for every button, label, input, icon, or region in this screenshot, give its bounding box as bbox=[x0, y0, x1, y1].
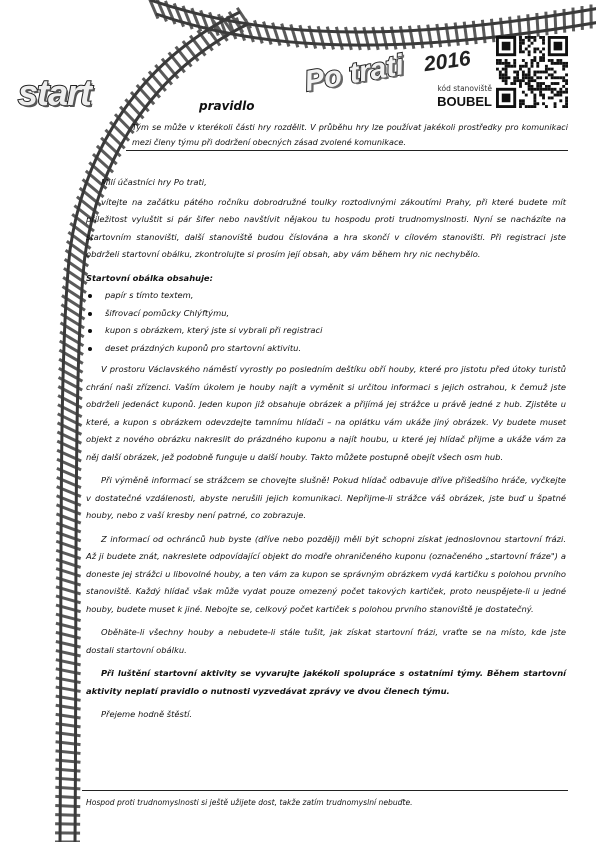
qr-module bbox=[522, 71, 525, 74]
qr-module bbox=[554, 105, 557, 108]
qr-module bbox=[502, 62, 505, 65]
qr-module bbox=[528, 50, 531, 53]
qr-module bbox=[562, 76, 565, 79]
qr-module bbox=[519, 65, 522, 68]
qr-module bbox=[542, 39, 545, 42]
qr-module bbox=[562, 62, 565, 65]
qr-module bbox=[551, 88, 554, 91]
qr-module bbox=[565, 105, 568, 108]
qr-module bbox=[513, 79, 516, 82]
qr-module bbox=[539, 94, 542, 97]
qr-module bbox=[539, 36, 542, 39]
qr-module bbox=[536, 62, 539, 65]
qr-module bbox=[551, 68, 554, 71]
qr-module bbox=[554, 102, 557, 105]
qr-module bbox=[533, 59, 536, 62]
qr-module bbox=[531, 79, 534, 82]
qr-module bbox=[505, 82, 508, 85]
qr-module bbox=[516, 76, 519, 79]
qr-module bbox=[516, 79, 519, 82]
qr-module bbox=[551, 82, 554, 85]
qr-module bbox=[562, 105, 565, 108]
qr-module bbox=[539, 59, 542, 62]
qr-module bbox=[565, 102, 568, 105]
qr-module bbox=[525, 105, 528, 108]
qr-module bbox=[542, 53, 545, 56]
qr-module bbox=[516, 71, 519, 74]
qr-module bbox=[565, 96, 568, 99]
qr-module bbox=[499, 73, 502, 76]
qr-module bbox=[505, 73, 508, 76]
paragraph-mushrooms: V prostoru Václavského náměstí vyrostly po posledním deštíku obří houby, které pro jistotu před útoky turistů chrání naši zřízenci. Vaším úkolem je houby najít a vyměnit si určitou informaci s jejich ostrahou, k čemuž jste obdrželi jedenáct kuponů. Jeden kupon již obsahuje obrázek a přijímá jej strážce u právě jedné z hub. Zjistěte u které, a kupon s obrázkem odevzdejte tamnímu hlídači – na oplátku vám ukáže jiný obrázek. Vy budete muset objekt z nového obrázku nakreslit do prázdného kuponu a najít houbu, u které jej hlídač přijme a ukáže vám za něj další obrázek, jež podobně funguje u další houby. Takto můžete postupně obejít všech osm hub. bbox=[86, 364, 566, 462]
qr-module bbox=[519, 79, 522, 82]
qr-module bbox=[536, 82, 539, 85]
qr-module bbox=[539, 76, 542, 79]
qr-module bbox=[519, 99, 522, 102]
qr-module bbox=[542, 71, 545, 74]
qr-module bbox=[533, 50, 536, 53]
qr-module bbox=[548, 96, 551, 99]
qr-module bbox=[565, 88, 568, 91]
qr-module bbox=[551, 76, 554, 79]
qr-module bbox=[551, 62, 554, 65]
qr-module bbox=[528, 85, 531, 88]
qr-module bbox=[539, 56, 542, 59]
qr-module bbox=[519, 36, 522, 39]
qr-module bbox=[505, 76, 508, 79]
qr-module bbox=[516, 73, 519, 76]
qr-module bbox=[542, 42, 545, 45]
qr-module bbox=[542, 59, 545, 62]
qr-module bbox=[522, 50, 525, 53]
qr-module bbox=[551, 96, 554, 99]
qr-module bbox=[502, 73, 505, 76]
qr-module bbox=[519, 39, 522, 42]
qr-module bbox=[528, 45, 531, 48]
qr-module bbox=[554, 71, 557, 74]
qr-module bbox=[554, 82, 557, 85]
qr-module bbox=[525, 82, 528, 85]
qr-module bbox=[548, 85, 551, 88]
qr-module bbox=[522, 76, 525, 79]
qr-module bbox=[528, 79, 531, 82]
qr-module bbox=[542, 48, 545, 51]
qr-module bbox=[505, 71, 508, 74]
qr-module bbox=[533, 39, 536, 42]
qr-module bbox=[499, 62, 502, 65]
qr-module bbox=[542, 96, 545, 99]
qr-module bbox=[496, 59, 499, 62]
qr-code-icon bbox=[496, 36, 568, 108]
qr-module bbox=[533, 73, 536, 76]
qr-module bbox=[545, 105, 548, 108]
list-item: kupon s obrázkem, který jste si vybrali při registraci bbox=[86, 322, 566, 340]
qr-module bbox=[519, 45, 522, 48]
qr-module bbox=[531, 91, 534, 94]
qr-module bbox=[536, 76, 539, 79]
qr-module bbox=[522, 91, 525, 94]
qr-module bbox=[502, 76, 505, 79]
qr-module bbox=[502, 94, 511, 103]
start-logo: start bbox=[18, 72, 92, 113]
qr-module bbox=[539, 71, 542, 74]
qr-module bbox=[528, 36, 531, 39]
qr-module bbox=[562, 68, 565, 71]
qr-module bbox=[536, 71, 539, 74]
qr-module bbox=[502, 79, 505, 82]
qr-module bbox=[522, 79, 525, 82]
qr-module bbox=[536, 88, 539, 91]
qr-module bbox=[562, 79, 565, 82]
list-item: papír s tímto textem, bbox=[86, 287, 566, 305]
qr-module bbox=[528, 53, 531, 56]
paragraph-welcome: vítejte na začátku pátého ročníku dobrodružné toulky roztodivnými zákoutími Prahy, při které budete mít příležitost vyluštit si pár šifer nebo navštívit nějakou tu hospodu proti trudnomyslnosti. Nyní se nacházíte na startovním stanovišti, další stanoviště budou číslována a hra skončí v cílovém stanovišti. Při registraci jste obdrželi startovní obálku, zkontrolujte si prosím její obsah, aby vám během hry nic nechybělo. bbox=[86, 196, 566, 259]
qr-module bbox=[536, 102, 539, 105]
qr-module bbox=[554, 42, 563, 51]
qr-module bbox=[519, 48, 522, 51]
footer-note: Hospod proti trudnomyslnosti si ještě užijete dost, takže zatím trudnomyslní nebuďte. bbox=[86, 798, 413, 807]
qr-module bbox=[533, 105, 536, 108]
qr-module bbox=[554, 76, 557, 79]
qr-module bbox=[499, 59, 502, 62]
qr-module bbox=[533, 94, 536, 97]
qr-module bbox=[525, 73, 528, 76]
qr-module bbox=[565, 79, 568, 82]
qr-module bbox=[508, 62, 511, 65]
qr-module bbox=[562, 65, 565, 68]
qr-module bbox=[496, 68, 499, 71]
qr-module bbox=[542, 82, 545, 85]
section-label: pravidlo bbox=[199, 99, 255, 113]
qr-module bbox=[525, 76, 528, 79]
qr-module bbox=[519, 82, 522, 85]
qr-module bbox=[559, 91, 562, 94]
qr-module bbox=[519, 42, 522, 45]
qr-module bbox=[519, 85, 522, 88]
qr-module bbox=[531, 59, 534, 62]
paragraph-start-phrase: Z informací od ochránců hub byste (dříve nebo později) měli být schopni získat jednoslovnou startovní frázi. Až ji budete znát, nakreslete odpovídající objekt do modře ohraničeného kuponu (označeného „startovní fráze") a doneste jej strážci u libovolné houby, a ten vám za kupon se správným obrázkem vydá kartičku s polohou prvního stanoviště. Každý hlídač však může vydat pouze omezený počet takových kartiček, proto neuspějete-li u jedné houby, budete muset k jiné. Nebojte se, celkový počet kartiček s polohou prvního stanoviště je dostatečný. bbox=[86, 533, 566, 614]
qr-module bbox=[556, 62, 559, 65]
qr-module bbox=[536, 65, 539, 68]
qr-module bbox=[559, 59, 562, 62]
qr-module bbox=[533, 71, 536, 74]
qr-module bbox=[565, 73, 568, 76]
qr-module bbox=[533, 88, 536, 91]
qr-module bbox=[559, 62, 562, 65]
qr-module bbox=[539, 50, 542, 53]
qr-module bbox=[536, 85, 539, 88]
qr-module bbox=[542, 36, 545, 39]
qr-module bbox=[533, 36, 536, 39]
game-title: Po trati bbox=[302, 49, 407, 99]
qr-module bbox=[556, 76, 559, 79]
qr-module bbox=[513, 82, 516, 85]
qr-module bbox=[551, 59, 554, 62]
qr-module bbox=[531, 105, 534, 108]
qr-module bbox=[525, 36, 528, 39]
qr-module bbox=[508, 65, 511, 68]
qr-module bbox=[522, 39, 525, 42]
qr-module bbox=[539, 88, 542, 91]
qr-module bbox=[562, 91, 565, 94]
paragraph-return: Oběhäte-li všechny houby a nebudete-li stále tušit, jak získat startovní frázi, vraťte se na místo, kde jste dostali startovní obálku. bbox=[86, 627, 566, 655]
qr-module bbox=[519, 105, 522, 108]
envelope-list bbox=[86, 287, 566, 357]
qr-module bbox=[533, 56, 536, 59]
qr-module bbox=[522, 73, 525, 76]
qr-module bbox=[522, 99, 525, 102]
qr-module bbox=[562, 85, 565, 88]
qr-module bbox=[531, 36, 534, 39]
qr-module bbox=[545, 65, 548, 68]
qr-module bbox=[505, 59, 508, 62]
qr-module bbox=[533, 48, 536, 51]
qr-module bbox=[522, 59, 525, 62]
station-code-value: BOUBEL bbox=[437, 94, 492, 109]
qr-module bbox=[528, 88, 531, 91]
qr-module bbox=[565, 91, 568, 94]
list-item: šifrovací pomůcky Chlýftýmu, bbox=[86, 305, 566, 323]
qr-module bbox=[525, 65, 528, 68]
qr-module bbox=[542, 94, 545, 97]
qr-module bbox=[525, 62, 528, 65]
qr-module bbox=[542, 88, 545, 91]
qr-module bbox=[528, 39, 531, 42]
header-divider bbox=[126, 150, 568, 151]
qr-module bbox=[559, 94, 562, 97]
qr-module bbox=[513, 62, 516, 65]
qr-module bbox=[510, 82, 513, 85]
closing: Přejeme hodně štěstí. bbox=[101, 709, 193, 719]
qr-module bbox=[554, 62, 557, 65]
qr-module bbox=[542, 102, 545, 105]
qr-module bbox=[533, 99, 536, 102]
qr-module bbox=[565, 82, 568, 85]
qr-module bbox=[522, 42, 525, 45]
qr-module bbox=[554, 94, 557, 97]
qr-module bbox=[539, 91, 542, 94]
list-item: deset prázdných kuponů pro startovní aktivitu. bbox=[86, 340, 566, 358]
qr-module bbox=[505, 79, 508, 82]
qr-module bbox=[519, 102, 522, 105]
qr-module bbox=[548, 88, 551, 91]
qr-module bbox=[533, 102, 536, 105]
qr-module bbox=[548, 73, 551, 76]
qr-module bbox=[528, 82, 531, 85]
qr-module bbox=[499, 71, 502, 74]
qr-module bbox=[528, 68, 531, 71]
qr-module bbox=[548, 59, 551, 62]
qr-module bbox=[559, 88, 562, 91]
qr-module bbox=[519, 50, 522, 53]
qr-module bbox=[513, 71, 516, 74]
qr-module bbox=[542, 56, 545, 59]
qr-module bbox=[531, 42, 534, 45]
qr-module bbox=[533, 79, 536, 82]
qr-module bbox=[505, 65, 508, 68]
qr-module bbox=[545, 71, 548, 74]
qr-module bbox=[531, 76, 534, 79]
station-code-label: kód stanoviště bbox=[437, 84, 492, 93]
qr-module bbox=[531, 85, 534, 88]
main-text bbox=[86, 174, 566, 730]
qr-module bbox=[502, 68, 505, 71]
qr-module bbox=[556, 94, 559, 97]
qr-module bbox=[531, 88, 534, 91]
qr-module bbox=[513, 59, 516, 62]
intro-rule-text: Tým se může v kterékoli části hry rozdělit. V průběhu hry lze používat jakékoli prostředky pro komunikaci mezi členy týmu při dodržení obecných zásad zvolené komunikace. bbox=[132, 122, 568, 147]
qr-module bbox=[556, 82, 559, 85]
qr-module bbox=[531, 65, 534, 68]
qr-module bbox=[565, 62, 568, 65]
paragraph-guard-conduct: Při výměně informací se strážcem se chovejte slušně! Pokud hlídač odbavuje dříve přišedšího hráče, vyčkejte v dostatečné vzdálenosti, abyste nerušili jejich komunikaci. Nepřijme-li strážce váš obrázek, jste buď u špatné houby, nebo z vaší kresby není patrné, co zobrazuje. bbox=[86, 475, 566, 520]
qr-module bbox=[519, 68, 522, 71]
qr-module bbox=[539, 82, 542, 85]
qr-module bbox=[522, 65, 525, 68]
qr-module bbox=[556, 91, 559, 94]
qr-module bbox=[528, 105, 531, 108]
qr-module bbox=[525, 94, 528, 97]
qr-module bbox=[556, 59, 559, 62]
qr-module bbox=[545, 76, 548, 79]
qr-module bbox=[545, 85, 548, 88]
qr-module bbox=[545, 88, 548, 91]
footer-divider bbox=[82, 790, 568, 791]
qr-module bbox=[559, 76, 562, 79]
qr-module bbox=[551, 91, 554, 94]
qr-module bbox=[513, 76, 516, 79]
qr-module bbox=[505, 68, 508, 71]
qr-module bbox=[559, 99, 562, 102]
qr-module bbox=[528, 71, 531, 74]
qr-module bbox=[522, 102, 525, 105]
qr-module bbox=[536, 48, 539, 51]
qr-module bbox=[502, 42, 511, 51]
qr-module bbox=[545, 68, 548, 71]
qr-module bbox=[508, 76, 511, 79]
qr-module bbox=[565, 99, 568, 102]
qr-module bbox=[539, 85, 542, 88]
greeting: Milí účastníci hry Po trati, bbox=[101, 177, 207, 187]
qr-module bbox=[551, 73, 554, 76]
qr-module bbox=[499, 76, 502, 79]
game-year: 2016 bbox=[422, 46, 473, 77]
qr-module bbox=[496, 62, 499, 65]
qr-module bbox=[510, 65, 513, 68]
qr-module bbox=[533, 96, 536, 99]
qr-module bbox=[565, 65, 568, 68]
qr-module bbox=[531, 62, 534, 65]
envelope-heading: Startovní obálka obsahuje: bbox=[86, 272, 213, 283]
qr-module bbox=[548, 68, 551, 71]
qr-module bbox=[528, 73, 531, 76]
qr-module bbox=[513, 65, 516, 68]
qr-module bbox=[505, 62, 508, 65]
paragraph-no-cooperation: Při luštění startovní aktivity se vyvarujte jakékoli spolupráce s ostatními týmy. Během startovní aktivity neplatí pravidlo o nutnosti vyzvedávat zprávy ve dvou členech týmu. bbox=[86, 668, 566, 696]
qr-module bbox=[528, 76, 531, 79]
qr-module bbox=[554, 88, 557, 91]
qr-module bbox=[525, 48, 528, 51]
